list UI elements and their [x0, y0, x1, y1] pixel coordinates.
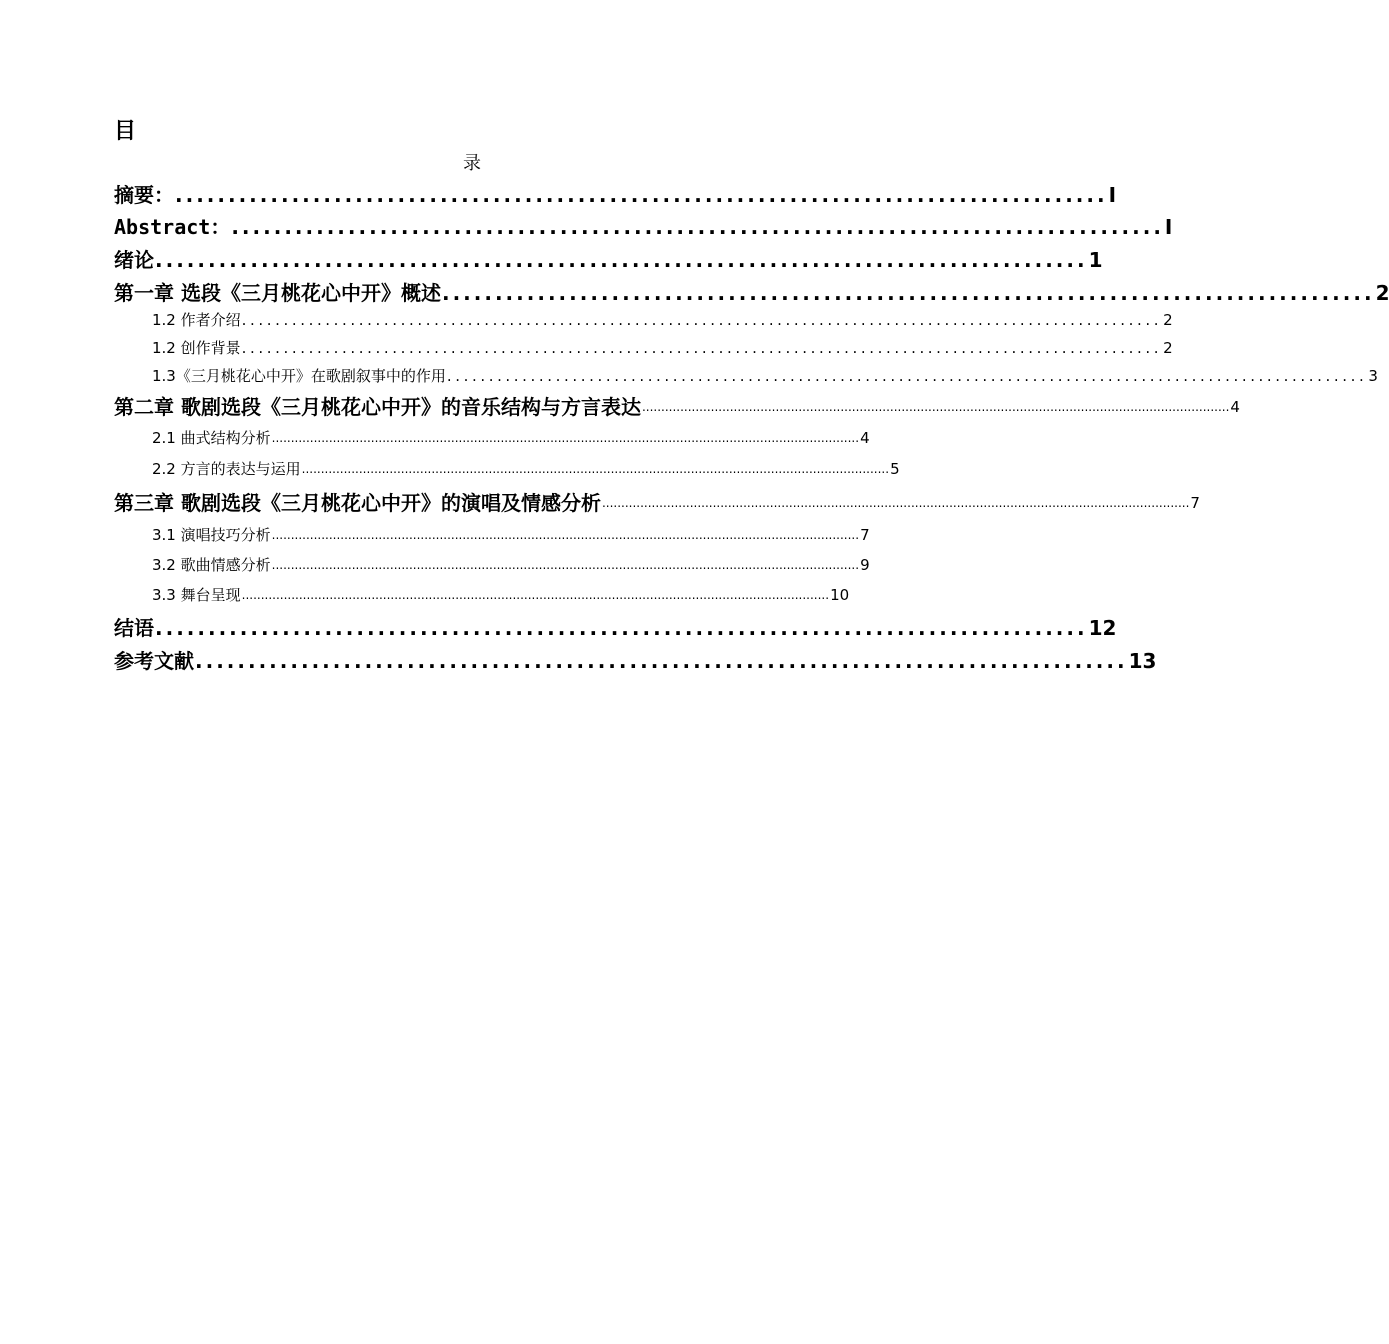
toc-entry-section-2-2[interactable] [152, 459, 900, 479]
dot-leader: ........................................................................................ [155, 248, 1088, 272]
toc-entry-label: 参考文献 [114, 649, 194, 673]
toc-entry-section-1-3[interactable] [152, 366, 1378, 386]
toc-entry-conclusion[interactable] [114, 615, 1117, 641]
toc-entry-section-3-3[interactable] [152, 585, 850, 605]
toc-entry-page: 7 [1190, 494, 1200, 512]
toc-entry-chapter-3[interactable] [114, 490, 1200, 516]
toc-entry-abstract-en[interactable] [114, 214, 1173, 240]
toc-entry-label: 第一章 选段《三月桃花心中开》概述 [114, 281, 441, 305]
toc-entry-label: 3.1 演唱技巧分析 [152, 526, 271, 544]
dot-leader: ........................................................................................ [155, 616, 1088, 640]
toc-entry-label: 绪论 [114, 248, 154, 272]
toc-entry-label: 2.2 方言的表达与运用 [152, 460, 301, 478]
toc-entry-label: 3.2 歌曲情感分析 [152, 556, 271, 574]
toc-entry-page: 2 [1163, 311, 1173, 329]
toc-title-first-char: 目 [114, 119, 137, 144]
toc-entry-label: 摘要： [114, 183, 174, 207]
toc-entry-page: 3 [1368, 367, 1378, 385]
toc-entry-page: 7 [860, 526, 870, 544]
toc-entry-label: 第三章 歌剧选段《三月桃花心中开》的演唱及情感分析 [114, 491, 601, 515]
toc-entry-page: 4 [1230, 398, 1240, 416]
toc-entry-label: 1.2 作者介绍 [152, 311, 241, 329]
dot-leader: .......................................................................................................................................................... [271, 431, 860, 445]
toc-entry-page: 2 [1163, 339, 1173, 357]
toc-entry-label: Abstract： [114, 215, 231, 239]
toc-entry-label: 第二章 歌剧选段《三月桃花心中开》的音乐结构与方言表达 [114, 395, 641, 419]
toc-title-second-char: 录 [463, 153, 481, 174]
toc-entry-label: 2.1 曲式结构分析 [152, 429, 271, 447]
toc-entry-page: 10 [830, 586, 850, 604]
toc-entry-page: 2 [1375, 281, 1389, 305]
toc-entry-page: 5 [890, 460, 900, 478]
toc-entry-label: 1.3《三月桃花心中开》在歌剧叙事中的作用 [152, 367, 446, 385]
toc-entry-chapter-2[interactable] [114, 394, 1240, 420]
dot-leader: .......................................................................................................................................................... [271, 528, 860, 542]
toc-entry-chapter-1[interactable] [114, 280, 1389, 306]
dot-leader: .......................................................................................................................................................... [601, 496, 1190, 510]
toc-entry-page: 9 [860, 556, 870, 574]
toc-entry-page: I [1164, 215, 1173, 239]
dot-leader: .............................................................................................................. [446, 367, 1368, 385]
dot-leader: .......................................................................................................................................................... [301, 462, 890, 476]
toc-entry-page: 1 [1088, 248, 1103, 272]
dot-leader: .......................................................................................................................................................... [641, 400, 1230, 414]
dot-leader: ........................................................................................ [175, 183, 1108, 207]
toc-entry-section-3-2[interactable] [152, 555, 870, 575]
toc-entry-page: 13 [1128, 649, 1157, 673]
toc-entry-section-1-2a[interactable] [152, 310, 1173, 330]
dot-leader: .............................................................................................................. [241, 339, 1163, 357]
dot-leader: .............................................................................................................. [241, 311, 1163, 329]
toc-entry-page: 4 [860, 429, 870, 447]
dot-leader: .......................................................................................................................................................... [271, 558, 860, 572]
toc-entry-label: 3.3 舞台呈现 [152, 586, 241, 604]
toc-entry-section-3-1[interactable] [152, 525, 870, 545]
toc-entry-introduction[interactable] [114, 247, 1103, 273]
toc-entry-section-2-1[interactable] [152, 428, 870, 448]
toc-entry-references[interactable] [114, 648, 1157, 674]
dot-leader: ........................................................................................ [441, 281, 1375, 305]
toc-entry-label: 结语 [114, 616, 154, 640]
toc-entry-section-1-2b[interactable] [152, 338, 1173, 358]
toc-entry-abstract-cn[interactable] [114, 182, 1117, 208]
dot-leader: ........................................................................................ [195, 649, 1128, 673]
toc-entry-page: I [1108, 183, 1117, 207]
toc-entry-page: 12 [1088, 616, 1117, 640]
toc-entry-label: 1.2 创作背景 [152, 339, 241, 357]
dot-leader: ........................................................................................ [231, 215, 1164, 239]
dot-leader: .......................................................................................................................................................... [241, 588, 830, 602]
